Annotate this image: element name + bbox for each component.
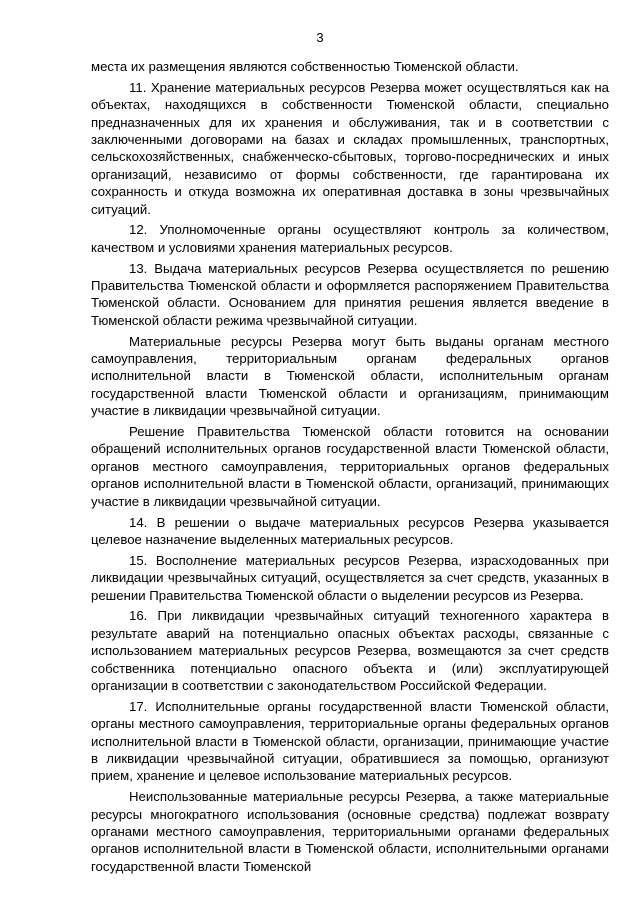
- page-number: 3: [316, 30, 324, 45]
- paragraph-11: 11. Хранение материальных ресурсов Резерва может осуществляться как на объектах, находящихся в собственности Тюменской области, специально предназначенных для их хранения и обслуживания, так и в соответствии с заключенными договорами на базах и складах промышленных, транспортных, сельскохозяйственных, снабженческо-сбытовых, торгово-посреднических и иных организаций, независимо от формы собственности, где гарантирована их сохранность и откуда возможна их оперативная доставка в зоны чрезвычайных ситуаций.: [91, 79, 609, 217]
- paragraph-17: 17. Исполнительные органы государственной власти Тюменской области, органы местного самоуправления, территориальные органы федеральных органов исполнительной власти в Тюменской области, организации, принимающие участие в ликвидации чрезвычайной ситуации, обратившиеся за помощью, организуют прием, хранение и целевое использование материальных ресурсов.: [91, 698, 609, 784]
- paragraph-continuation: места их размещения являются собственностью Тюменской области.: [91, 59, 519, 74]
- paragraph-13-decision: Решение Правительства Тюменской области готовится на основании обращений исполнительных органов государственной власти Тюменской области, органов местного самоуправления, территориальных органов федеральных органов исполнительной власти в Тюменской области, организаций, принимающих участие в ликвидации чрезвычайной ситуации.: [91, 424, 609, 509]
- paragraph-17-unused-resources: Неиспользованные материальные ресурсы Резерва, а также материальные ресурсы многократного использования (основные средства) подлежат возврату органами местного самоуправления, территориальными органами федеральных органов исполнительной власти в Тюменской области, исполнительными органами государственной власти Тюменской: [91, 789, 609, 874]
- document-body: [91, 58, 609, 875]
- paragraph-14: 14. В решении о выдаче материальных ресурсов Резерва указывается целевое назначение выделенных материальных ресурсов.: [91, 514, 609, 547]
- paragraph-16: 16. При ликвидации чрезвычайных ситуаций техногенного характера в результате аварий на потенциально опасных объектах расходы, связанные с использованием материальных ресурсов Резерва, возмещаются за счет средств собственника потенциально опасного объекта и (или) эксплуатирующей организации в соответствии с законодательством Российской Федерации.: [91, 608, 609, 693]
- paragraph-12: 12. Уполномоченные органы осуществляют контроль за количеством, качеством и условиями хранения материальных ресурсов.: [91, 222, 609, 255]
- paragraph-15: 15. Восполнение материальных ресурсов Резерва, израсходованных при ликвидации чрезвычайных ситуаций, осуществляется за счет средств, указанных в решении Правительства Тюменской области о выделении ресурсов из Резерва.: [91, 552, 609, 603]
- paragraph-13: 13. Выдача материальных ресурсов Резерва осуществляется по решению Правительства Тюменской области и оформляется распоряжением Правительства Тюменской области. Основанием для принятия решения является введение в Тюменской области режима чрезвычайной ситуации.: [91, 260, 609, 328]
- paragraph-13-recipients: Материальные ресурсы Резерва могут быть выданы органам местного самоуправления, территориальным органам федеральных органов исполнительной власти в Тюменской области, исполнительным органам государственной власти Тюменской области и организациям, принимающим участие в ликвидации чрезвычайной ситуации.: [91, 333, 609, 419]
